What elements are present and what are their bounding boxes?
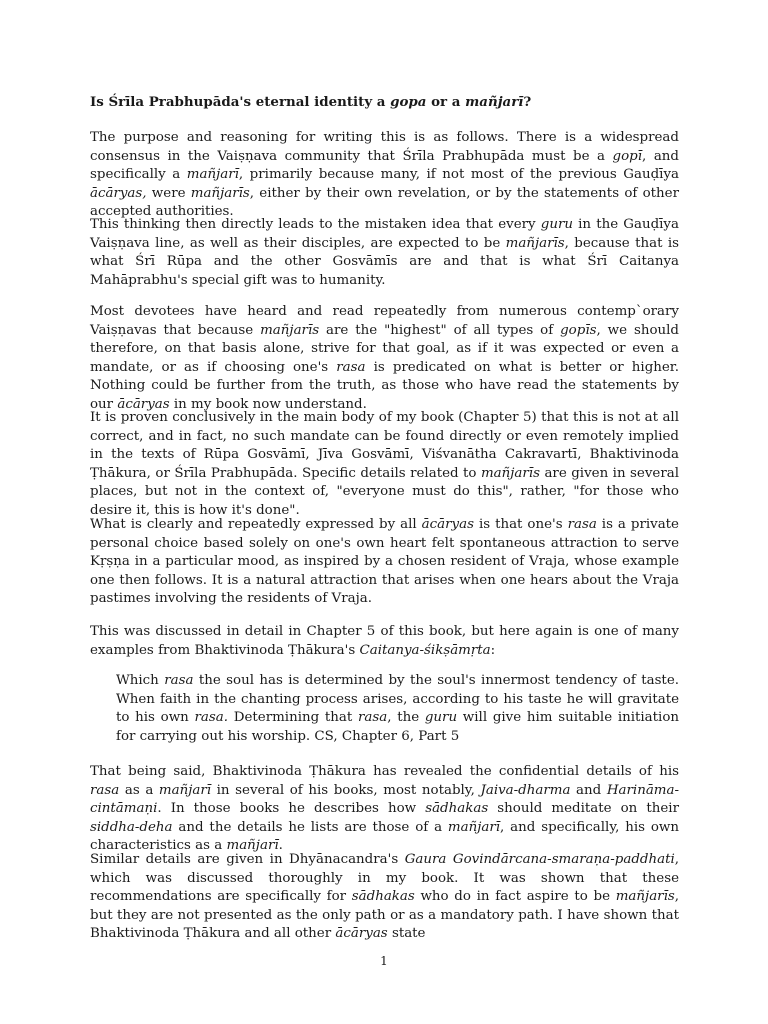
italic-term: gopīs: [560, 322, 597, 338]
text-run: Which: [116, 673, 165, 688]
text-run: , either by their own revelation, or by the statements of other accepted authorities.: [90, 185, 679, 220]
italic-term: ācāryas: [335, 926, 388, 942]
text-run: and the details he lists are those of a: [172, 819, 448, 835]
italic-term: rasa: [567, 517, 597, 532]
italic-term: Gaura Govindārcana-smaraṇa-paddhati: [404, 852, 675, 867]
text-run: . In those books he describes how: [157, 801, 426, 817]
italic-term: siddha-deha: [90, 819, 173, 835]
text-run: in the Gauḍīya Vaiṣṇava line, as well as their disciples, are expected to be: [90, 217, 679, 251]
italic-term: sādhakas: [425, 801, 489, 817]
text-run: as a: [119, 782, 159, 798]
block-quote: [116, 672, 679, 746]
text-run: Determining that: [228, 710, 358, 726]
italic-term: ācāryas: [421, 517, 474, 532]
italic-term: guru: [540, 217, 573, 232]
italic-term: ācāryas: [117, 396, 170, 412]
text-run: are the "highest" of all types of: [319, 322, 561, 338]
italic-term: rasa.: [194, 710, 229, 726]
text-run: This was discussed in detail in Chapter 5 of this book, but here again is one of many examples from Bhaktivinoda Ṭhākura's: [90, 624, 679, 658]
text-run: is predicated on what is better or higher. Nothing could be further from the truth, as those who have read the statements by our: [90, 359, 679, 412]
italic-term: mañjarīs: [260, 322, 320, 338]
text-run: , the: [387, 710, 425, 726]
italic-term: rasa: [336, 359, 366, 375]
text-run: It is proven conclusively in the main body of my book (Chapter 5) that this is not at all correct, and in fact, no such mandate can be found directly or even remotely implied in the texts of Rūpa Gosvāmī, Jīva Gosvāmī, Viśvanātha Cakravartī, Bhaktivinoda Ṭhākura, or Śrīla Prabhupāda. Specific details related to: [90, 410, 679, 481]
italic-term: ācāryas,: [90, 185, 147, 201]
italic-term: Caitanya-śikṣāmṛta: [359, 642, 491, 658]
text-run: :: [490, 642, 496, 658]
paragraph-2: [90, 216, 679, 290]
text-run: state: [387, 926, 426, 942]
text-run: will give him suitable initiation for carrying out his worship. CS, Chapter 6, Part 5: [116, 710, 680, 744]
paragraph-8: [90, 851, 679, 944]
italic-term: Harināma-cintāmaṇi: [90, 782, 680, 817]
document-title: [90, 93, 690, 112]
text-run: , but they are not presented as the only path or as a mandatory path. I have shown that Bhaktivinoda Ṭhākura and all other: [90, 889, 679, 942]
text-run: were: [146, 185, 191, 201]
text-run: and: [570, 782, 607, 798]
paragraph-7: [90, 763, 679, 856]
italic-term: guru: [424, 710, 458, 726]
text-run: in my book now understand.: [169, 396, 367, 412]
text-run: This thinking then directly leads to the mistaken idea that every: [90, 217, 541, 232]
text-run: What is clearly and repeatedly expressed by all: [90, 517, 422, 532]
text-run: Most devotees have heard and read repeatedly from numerous contemp`orary Vaiṣṇavas that because: [90, 304, 679, 338]
text-run: ?: [523, 94, 532, 110]
italic-term: mañjarīs: [615, 889, 675, 905]
paragraph-1: [90, 129, 679, 222]
italic-term: mañjarī: [158, 782, 212, 798]
text-run: who do in fact aspire to be: [414, 889, 616, 905]
italic-term: mañjarīs: [480, 465, 540, 481]
paragraph-4: [90, 409, 679, 521]
italic-term: Jaiva-dharma: [480, 782, 571, 798]
text-run: the soul has is determined by the soul's innermost tendency of taste. When faith in the chanting process arises, according to his taste he will gravitate to his own: [116, 673, 679, 726]
italic-term: rasa: [90, 782, 120, 798]
italic-term: gopa: [390, 94, 427, 110]
italic-term: gopī: [612, 148, 643, 164]
text-run: , because that is what Śrī Rūpa and the other Gosvāmīs are and that is what Śrī Caitanya Mahāprabhu's special gift was to humanity.: [90, 235, 679, 288]
text-run: , and specifically a: [90, 148, 679, 183]
text-run: That being said, Bhaktivinoda Ṭhākura has revealed the confidential details of his: [90, 764, 679, 779]
text-run: , and specifically, his own characteristics as a: [90, 819, 679, 854]
text-run: is that one's: [473, 517, 568, 532]
paragraph-5: [90, 516, 679, 609]
italic-term: rasa: [164, 673, 194, 688]
italic-term: mañjarīs: [190, 185, 250, 201]
text-run: .: [278, 838, 283, 854]
text-run: in several of his books, most notably,: [211, 782, 481, 798]
italic-term: mañjarīs: [505, 235, 565, 251]
italic-term: mañjarī: [226, 838, 279, 854]
text-run: , primarily because many, if not most of the previous Gauḍīya: [238, 167, 680, 183]
text-run: , we should therefore, on that basis alone, strive for that goal, as if it was expected or even a mandate, or as if choosing one's: [90, 322, 679, 375]
paragraph-6: [90, 623, 679, 660]
text-run: The purpose and reasoning for writing this is as follows. There is a widespread consensus in the Vaiṣṇava community that Śrīla Prabhupāda must be a: [90, 130, 679, 164]
text-run: are given in several places, but not in the context of, "everyone must do this", rather, "for those who desire it, this is how it's done".: [90, 465, 679, 518]
paragraph-3: [90, 303, 679, 415]
page-number: 1: [380, 954, 388, 968]
italic-term: mañjarī: [465, 94, 524, 110]
italic-term: mañjarī: [186, 167, 239, 183]
text-run: is a private personal choice based solely on one's own heart felt spontaneous attraction to serve Kṛṣṇa in a particular mood, as inspired by a chosen resident of Vraja, whose example one then follows. It is a natural attraction that arises when one hears about the Vraja pastimes involving the residents of Vraja.: [90, 517, 679, 607]
text-run: should meditate on their: [488, 801, 679, 817]
text-run: or a: [426, 94, 466, 110]
italic-term: sādhakas: [351, 889, 415, 905]
text-run: Is Śrīla Prabhupāda's eternal identity a: [90, 94, 391, 110]
italic-term: rasa: [357, 710, 388, 726]
text-run: , which was discussed thoroughly in my book. It was shown that these recommendations are specifically for: [90, 852, 679, 905]
italic-term: mañjarī: [447, 819, 501, 835]
text-run: Similar details are given in Dhyānacandra's: [90, 852, 405, 867]
